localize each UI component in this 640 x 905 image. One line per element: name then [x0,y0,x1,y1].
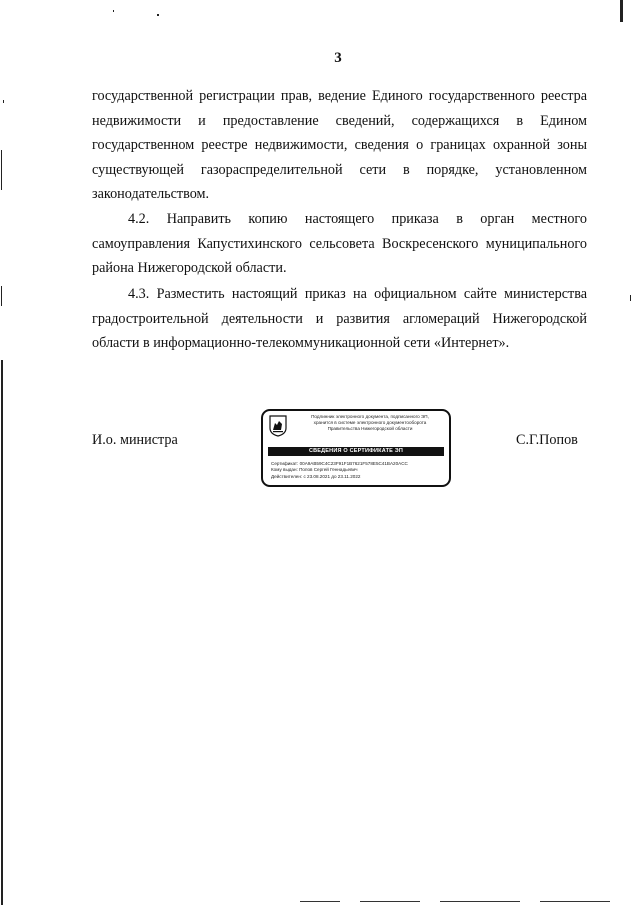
scan-edge-mark [1,150,2,190]
signer-title: И.о. министра [92,432,178,448]
scan-edge-mark [3,100,4,103]
stamp-header-line: Подлинник электронного документа, подписанного ЭП, [311,414,429,419]
stamp-header-line: хранится в системе электронного документооборота [313,419,427,425]
paragraph-4-2: 4.2. Направить копию настоящего приказа в орган местного самоуправления Капустихинского сельсовета Воскресенского муниципального района Нижегородской области. [92,211,587,276]
nizhny-novgorod-emblem-icon [269,415,287,437]
issued-to-label: Кому выдан: [271,467,298,473]
page-number: 3 [334,50,342,66]
issued-to-value: Попов Сергей Геннадьевич [299,467,358,473]
scan-edge-mark [540,901,610,903]
stamp-details [271,461,447,480]
stamp-header-line: Правительства Нижегородской области [327,425,413,431]
validity-row [271,474,447,480]
scan-edge-mark [157,14,159,16]
paragraph-4-3: 4.3. Разместить настоящий приказ на официальном сайте министерства градостроительной деятельности и развития агломераций Нижегородской области в информационно-телекоммуникационной сети «Интернет». [92,286,587,351]
scan-edge-mark [1,286,2,306]
scan-edge-mark [630,295,631,301]
validity-value: с 23.08.2021 до 23.11.2022 [303,473,361,479]
validity-label: Действителен: [271,473,303,479]
stamp-banner: СВЕДЕНИЯ О СЕРТИФИКАТЕ ЭП [268,447,444,456]
paragraph-4-1-continuation: государственной регистрации прав, ведение Единого государственного реестра недвижимости и предоставление сведений, содержащихся в Едином государственном реестре недвижимости, сведения о границах охранной зоны существующей газораспределительной сети в порядке, установленном законодательством. [92,88,587,202]
scan-edge-mark [300,901,340,903]
electronic-signature-stamp [261,409,451,487]
signer-name: С.Г.Попов [516,432,578,448]
certificate-value: 00A9AB59C4C23F91F1B7621F578E5C41BA20ACC [299,461,408,466]
certificate-label: Сертификат: [271,461,299,466]
scan-edge-mark [360,901,420,903]
scan-edge-mark [1,360,3,905]
stamp-header [291,414,449,431]
scan-edge-mark [440,901,520,903]
scan-edge-mark [113,10,114,12]
scan-edge-mark [620,0,623,22]
